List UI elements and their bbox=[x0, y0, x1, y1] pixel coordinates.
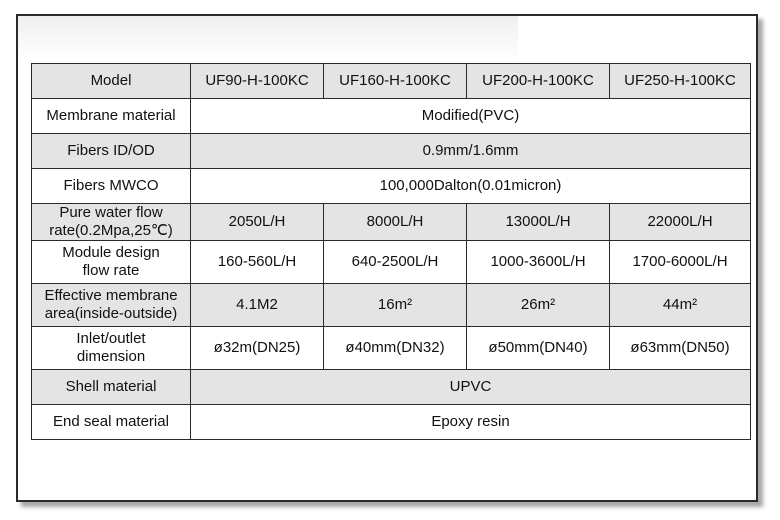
row-label-fibers-mwco: Fibers MWCO bbox=[32, 169, 191, 204]
label-line-2: flow rate bbox=[82, 262, 140, 279]
model-cell-3: UF200-H-100KC bbox=[467, 64, 610, 99]
spec-table bbox=[31, 63, 751, 440]
label-line-1: Inlet/outlet bbox=[76, 330, 146, 347]
module-design-flow-cell-2: 640-2500L/H bbox=[324, 241, 467, 284]
row-label-pure-water-flow bbox=[32, 204, 191, 241]
table-row-inlet-outlet bbox=[32, 327, 751, 370]
table-row-end-seal-material bbox=[32, 405, 751, 440]
module-design-flow-cell-1: 160-560L/H bbox=[191, 241, 324, 284]
pure-water-flow-cell-4: 22000L/H bbox=[610, 204, 751, 241]
table-row-model bbox=[32, 64, 751, 99]
model-cell-1: UF90-H-100KC bbox=[191, 64, 324, 99]
table-row-fibers-mwco bbox=[32, 169, 751, 204]
end-seal-material-value: Epoxy resin bbox=[191, 405, 751, 440]
row-label-membrane-material: Membrane material bbox=[32, 99, 191, 134]
row-label-shell-material: Shell material bbox=[32, 370, 191, 405]
membrane-material-value: Modified(PVC) bbox=[191, 99, 751, 134]
row-label-effective-area bbox=[32, 284, 191, 327]
table-row-membrane-material bbox=[32, 99, 751, 134]
background-haze bbox=[18, 16, 518, 60]
pure-water-flow-cell-3: 13000L/H bbox=[467, 204, 610, 241]
fibers-id-od-value: 0.9mm/1.6mm bbox=[191, 134, 751, 169]
label-line-1: Module design bbox=[62, 244, 160, 261]
table-row-effective-area bbox=[32, 284, 751, 327]
row-label-model: Model bbox=[32, 64, 191, 99]
module-design-flow-cell-3: 1000-3600L/H bbox=[467, 241, 610, 284]
model-cell-2: UF160-H-100KC bbox=[324, 64, 467, 99]
label-line-2: rate(0.2Mpa,25℃) bbox=[49, 222, 173, 239]
fibers-mwco-value: 100,000Dalton(0.01micron) bbox=[191, 169, 751, 204]
row-label-inlet-outlet bbox=[32, 327, 191, 370]
row-label-end-seal-material: End seal material bbox=[32, 405, 191, 440]
effective-area-cell-2: 16m² bbox=[324, 284, 467, 327]
inlet-outlet-cell-4: ø63mm(DN50) bbox=[610, 327, 751, 370]
table-row-fibers-id-od bbox=[32, 134, 751, 169]
inlet-outlet-cell-2: ø40mm(DN32) bbox=[324, 327, 467, 370]
table-row-pure-water-flow bbox=[32, 204, 751, 241]
label-line-2: dimension bbox=[76, 348, 146, 365]
table-row-shell-material bbox=[32, 370, 751, 405]
shell-material-value: UPVC bbox=[191, 370, 751, 405]
label-line-1: Pure water flow bbox=[59, 204, 163, 221]
effective-area-cell-4: 44m² bbox=[610, 284, 751, 327]
module-design-flow-cell-4: 1700-6000L/H bbox=[610, 241, 751, 284]
table-row-module-design-flow bbox=[32, 241, 751, 284]
inlet-outlet-cell-3: ø50mm(DN40) bbox=[467, 327, 610, 370]
effective-area-cell-3: 26m² bbox=[467, 284, 610, 327]
label-line-1: Effective membrane bbox=[44, 287, 178, 304]
model-cell-4: UF250-H-100KC bbox=[610, 64, 751, 99]
inlet-outlet-cell-1: ø32m(DN25) bbox=[191, 327, 324, 370]
pure-water-flow-cell-2: 8000L/H bbox=[324, 204, 467, 241]
row-label-fibers-id-od: Fibers ID/OD bbox=[32, 134, 191, 169]
label-line-2: area(inside-outside) bbox=[44, 305, 178, 322]
effective-area-cell-1: 4.1M2 bbox=[191, 284, 324, 327]
row-label-module-design-flow bbox=[32, 241, 191, 284]
pure-water-flow-cell-1: 2050L/H bbox=[191, 204, 324, 241]
